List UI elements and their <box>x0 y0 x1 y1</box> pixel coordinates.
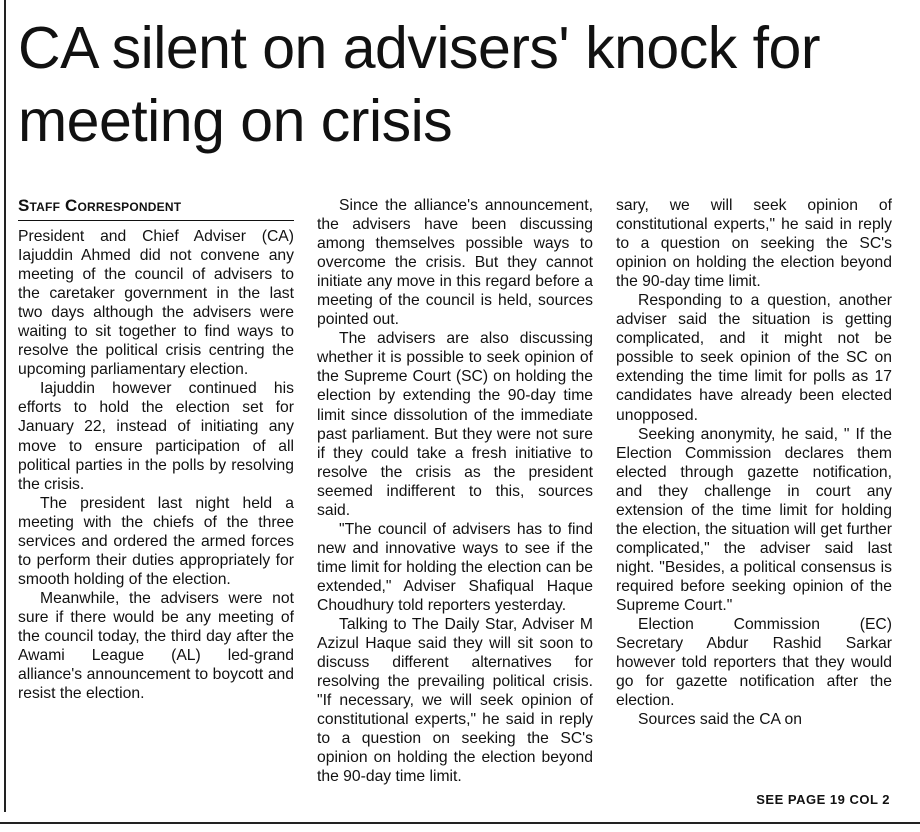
headline: CA silent on advisers' knock for meeting on crisis <box>18 15 820 154</box>
paragraph: Talking to The Daily Star, Adviser M Azizul Haque said they will sit soon to discuss different alternatives for resolving the prevailing political crisis. "If necessary, we will seek opinion of constitutional experts," he said in reply to a question on seeking the SC's opinion on holding the election beyond the 90-day time limit. <box>317 616 593 786</box>
continuation-jump-line: SEE PAGE 19 COL 2 <box>756 792 890 807</box>
paragraph: The president last night held a meeting with the chiefs of the three services and ordered the armed forces to perform their duties appropriately for smooth holding of the election. <box>18 494 294 588</box>
paragraph: Election Commission (EC) Secretary Abdur Rashid Sarkar however told reporters that they would go for gazette notification after the election. <box>616 616 892 710</box>
article-column-3 <box>616 196 892 804</box>
paragraph: Seeking anonymity, he said, " If the Election Commission declares them elected through gazette notification, and they challenge in court any extension of the time limit for holding the election, the situation will get further complicated," the adviser said last night. "Besides, a political consensus is required before seeking opinion of the Supreme Court." <box>616 425 892 614</box>
paragraph: Sources said the CA on <box>638 711 802 729</box>
paragraph: The advisers are also discussing whether it is possible to seek opinion of the Supreme Court (SC) on holding the election by extending the 90-day time limit since dissolution of the immediate past parliament. But they were not sure if they could take a fresh initiative to resolve the crisis as the president seemed indifferent to this, sources said. <box>317 330 593 519</box>
bottom-rule <box>0 822 920 824</box>
article-column-1 <box>18 196 294 804</box>
left-column-rule <box>4 0 6 812</box>
byline: Staff Correspondent <box>18 196 294 221</box>
paragraph: Meanwhile, the advisers were not sure if there would be any meeting of the council today, the third day after the Awami League (AL) led-grand alliance's announcement to boycott and resist the election. <box>18 589 294 703</box>
paragraph: "The council of advisers has to find new and innovative ways to see if the time limit for holding the election can be extended," Adviser Shafiqual Haque Choudhury told reporters yesterday. <box>317 520 593 614</box>
paragraph: Responding to a question, another adviser said the situation is getting complicated, and it might not be possible to seek opinion of the SC on extending the time limit for polls as 17 candidates have already been elected unopposed. <box>616 292 892 424</box>
paragraph: Iajuddin however continued his efforts to hold the election set for January 22, instead of initiating any move to ensure participation of all political parties in the polls by resolving the crisis. <box>18 380 294 493</box>
paragraph: Since the alliance's announcement, the advisers have been discussing among themselves possible ways to overcome the crisis. But they cannot initiate any move in this regard before a meeting of the council is held, sources pointed out. <box>317 197 593 329</box>
article-body <box>18 196 892 804</box>
paragraph: President and Chief Adviser (CA) Iajuddin Ahmed did not convene any meeting of the council of advisers to the caretaker government in the last two days although the advisers were waiting to sit together to find ways to resolve the political crisis centring the upcoming parliamentary election. <box>18 228 294 379</box>
paragraph: sary, we will seek opinion of constitutional experts," he said in reply to a question on seeking the SC's opinion on holding the election beyond the 90-day time limit. <box>616 197 892 291</box>
article-column-2 <box>317 196 593 804</box>
